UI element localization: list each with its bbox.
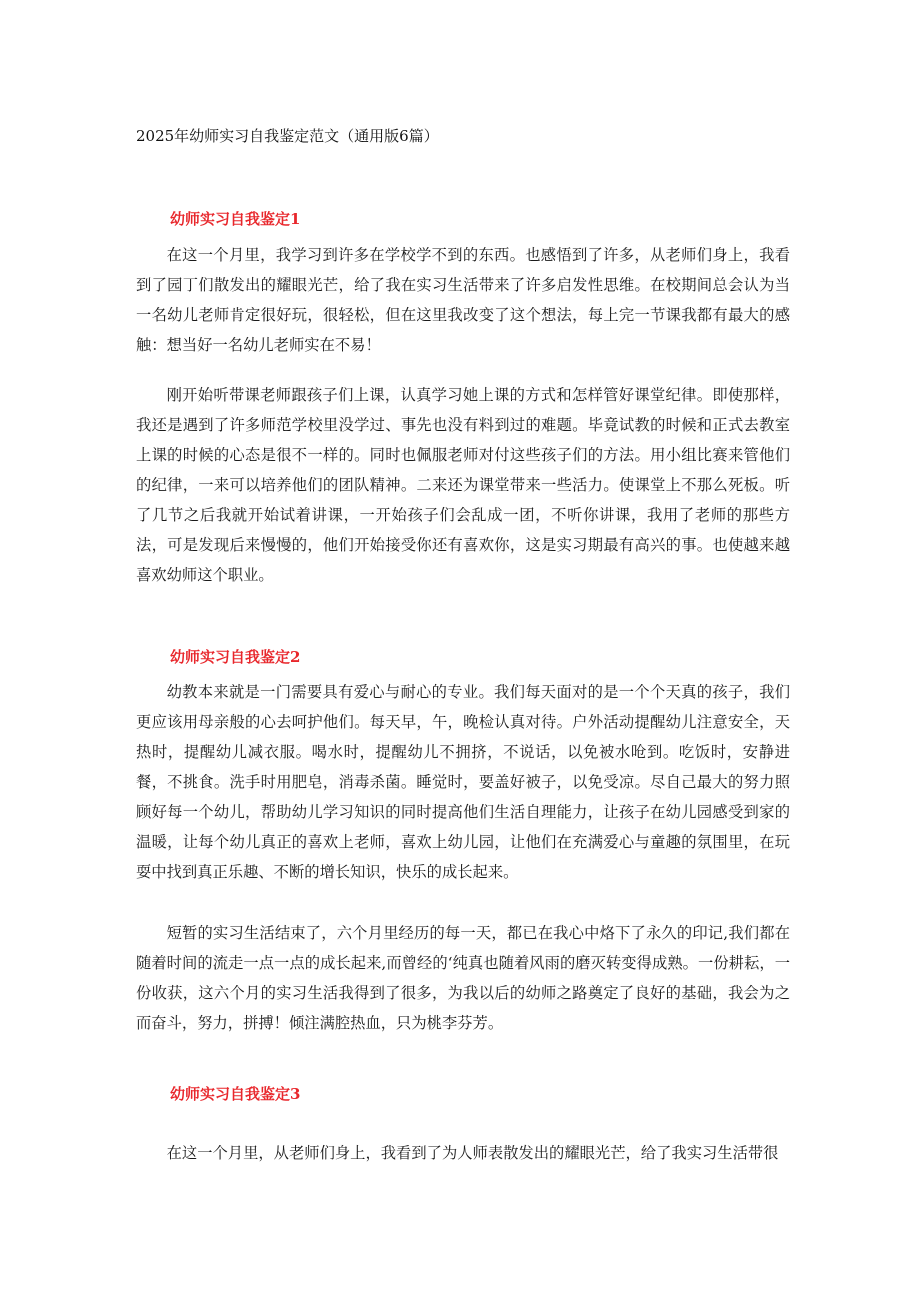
section-2-paragraph-1: 幼教本来就是一门需要具有爱心与耐心的专业。我们每天面对的是一个个天真的孩子，我们更应该用母亲般的心去呵护他们。每天早，午，晚检认真对待。户外活动提醒幼儿注意安全，天热时，提醒幼儿减衣服。喝水时，提醒幼儿不拥挤，不说话，以免被水呛到。吃饭时，安静进餐，不挑食。洗手时用肥皂，消毒杀菌。睡觉时，要盖好被子，以免受凉。尽自己最大的努力照顾好每一个幼儿，帮助幼儿学习知识的同时提高他们生活自理能力，让孩子在幼儿园感受到家的温暖，让每个幼儿真正的喜欢上老师，喜欢上幼儿园，让他们在充满爱心与童趣的氛围里，在玩耍中找到真正乐趣、不断的增长知识，快乐的成长起来。	[136, 683, 790, 881]
document-title: 2025年幼师实习自我鉴定范文（通用版6篇）	[136, 127, 439, 145]
section-3-heading: 幼师实习自我鉴定3	[170, 1085, 301, 1103]
section-1-heading: 幼师实习自我鉴定1	[170, 210, 301, 228]
section-2-heading: 幼师实习自我鉴定2	[170, 648, 301, 666]
section-3-paragraph-1: 在这一个月里，从老师们身上，我看到了为人师表散发出的耀眼光芒，给了我实习生活带很	[166, 1144, 779, 1162]
section-1-paragraph-2: 刚开始听带课老师跟孩子们上课，认真学习她上课的方式和怎样管好课堂纪律。即使那样，我还是遇到了许多师范学校里没学过、事先也没有料到过的难题。毕竟试教的时候和正式去教室上课的时候的心态是很不一样的。同时也佩服老师对付这些孩子们的方法。用小组比赛来管他们的纪律，一来可以培养他们的团队精神。二来还为课堂带来一些活力。使课堂上不那么死板。听了几节之后我就开始试着讲课，一开始孩子们会乱成一团，不听你讲课，我用了老师的那些方法，可是发现后来慢慢的，他们开始接受你还有喜欢你，这是实习期最有高兴的事。也使越来越喜欢幼师这个职业。	[136, 386, 790, 584]
section-2-paragraph-2: 短暂的实习生活结束了，六个月里经历的每一天，都已在我心中烙下了永久的印记,我们都在随着时间的流走一点一点的成长起来,而曾经的‘纯真也随着风雨的磨灭转变得成熟。一份耕耘，一份收获，这六个月的实习生活我得到了很多，为我以后的幼师之路奠定了良好的基础，我会为之而奋斗，努力，拼搏！倾注满腔热血，只为桃李芬芳。	[136, 924, 790, 1032]
section-1-paragraph-1: 在这一个月里，我学习到许多在学校学不到的东西。也感悟到了许多，从老师们身上，我看到了园丁们散发出的耀眼光芒，给了我在实习生活带来了许多启发性思维。在校期间总会认为当一名幼儿老师肯定很好玩，很轻松，但在这里我改变了这个想法，每上完一节课我都有最大的感触：想当好一名幼儿老师实在不易！	[136, 246, 790, 354]
